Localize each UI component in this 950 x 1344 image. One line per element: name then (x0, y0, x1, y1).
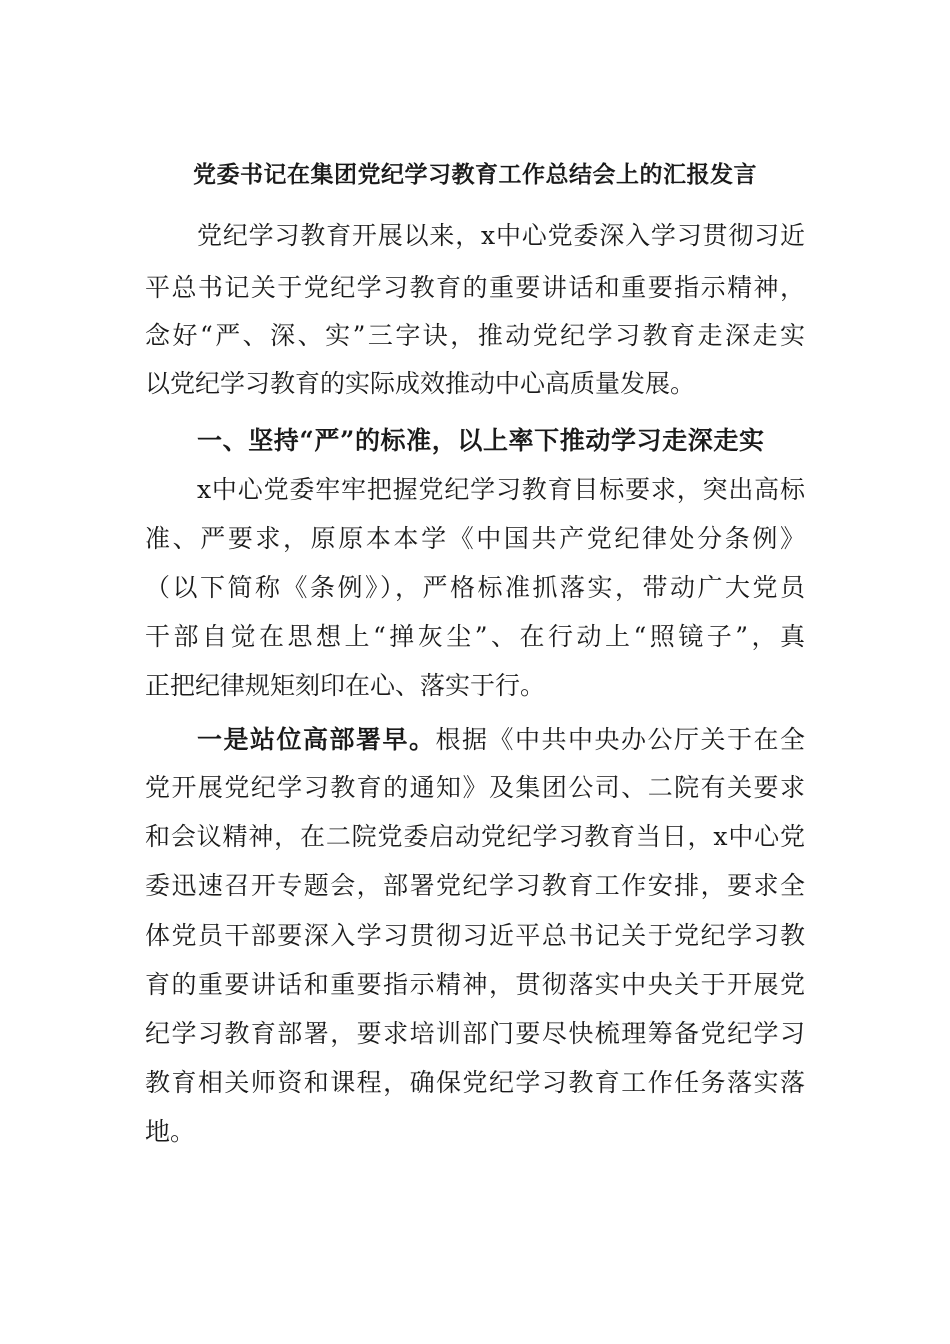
section1-line-1: x中心党委牢牢把握党纪学习教育目标要求，突出高标 (197, 475, 805, 504)
point1-first-rest: 根据《中共中央办公厅关于在全 (435, 725, 805, 754)
section-heading-1: 一、坚持“严”的标准，以上率下推动学习走深走实 (197, 426, 765, 455)
point1-line-2: 党开展党纪学习教育的通知》及集团公司、二院有关要求 (145, 773, 805, 802)
intro-line-4: 以党纪学习教育的实际成效推动中心高质量发展。 (145, 369, 696, 398)
section1-line-4: 干部自觉在思想上“掸灰尘”、在行动上“照镜子”，真 (145, 622, 805, 651)
point1-line-7: 纪学习教育部署，要求培训部门要尽快梳理筹备党纪学习 (145, 1019, 805, 1048)
point1-line-8: 教育相关师资和课程，确保党纪学习教育工作任务落实落 (145, 1068, 805, 1097)
document-title: 党委书记在集团党纪学习教育工作总结会上的汇报发言 (193, 161, 757, 188)
intro-line-2: 平总书记关于党纪学习教育的重要讲话和重要指示精神， (145, 273, 805, 302)
point1-line-9: 地。 (145, 1117, 196, 1146)
section1-line-5: 正把纪律规矩刻印在心、落实于行。 (145, 671, 546, 700)
point1-line-3: 和会议精神，在二院党委启动党纪学习教育当日，x中心党 (145, 822, 805, 851)
intro-line-3: 念好“严、深、实”三字诀，推动党纪学习教育走深走实 (145, 321, 805, 350)
point1-line-5: 体党员干部要深入学习贯彻习近平总书记关于党纪学习教 (145, 921, 805, 950)
intro-line-1: 党纪学习教育开展以来，x中心党委深入学习贯彻习近 (197, 221, 805, 250)
point1-line-1 (197, 716, 805, 764)
point1-line-4: 委迅速召开专题会，部署党纪学习教育工作安排，要求全 (145, 871, 805, 900)
section1-line-2: 准、严要求，原原本本学《中国共产党纪律处分条例》 (145, 524, 805, 553)
point1-lead: 一是站位高部署早。 (197, 725, 436, 754)
point1-line-6: 育的重要讲话和重要指示精神，贯彻落实中央关于开展党 (145, 970, 805, 999)
section1-line-3: （以下简称《条例》），严格标准抓落实，带动广大党员 (145, 573, 805, 602)
